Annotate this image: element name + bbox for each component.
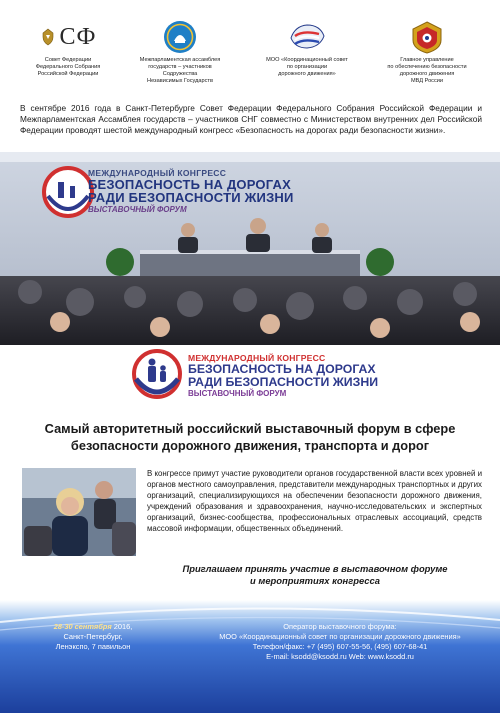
event-dates: 28-30 сентября: [53, 622, 112, 631]
partner-logos: [0, 20, 500, 95]
coordination-council-emblem: [287, 20, 327, 54]
sf-monogram-text: СФ: [59, 23, 97, 50]
event-venue: Ленэкспо, 7 павильон: [55, 642, 131, 651]
org-coordination-council: [252, 20, 362, 78]
congress-logo-line: МЕЖДУНАРОДНЫЙ КОНГРЕСС: [188, 353, 326, 363]
invitation-line: и мероприятиях конгресса: [250, 575, 380, 587]
hall-banner-line: РАДИ БЕЗОПАСНОСТИ ЖИЗНИ: [88, 190, 294, 205]
congress-emblem: [130, 347, 184, 401]
sf-monogram-logo: [40, 24, 97, 51]
org-caption: Межпарламентская ассамблея государств – участников Содружества Независимых Государств: [139, 57, 221, 84]
invitation: [150, 563, 480, 588]
operator-label: Оператор выставочного форума:: [283, 622, 397, 631]
hall-banner-text: [88, 168, 294, 214]
operator-contacts: [200, 622, 480, 662]
org-caption: Главное управление по обеспечению безопасности дорожного движения МВД России: [387, 57, 467, 84]
org-caption: Совет Федерации Федерального Собрания Российской Федерации: [35, 57, 101, 77]
body-paragraph: В конгрессе примут участие руководители органов государственной власти всех уровней и органов местного самоуправления, представители международных транспортных и других организаций, специализирующихся на обеспечении безопасности дорожного движения, учреждений образования и здравоохранения, научно-исследовательских и экспертных организаций, бизнес-сообщества, профессиональных отраслевых ассоциаций, средств массовой информации, общественных объединений.: [147, 469, 482, 533]
conference-hall-photo: [0, 152, 500, 345]
intro-paragraph: В сентябре 2016 года в Санкт-Петербурге Совет Федерации Федерального Собрания Российской Федерации и Межпарламентская Ассамблея государств – участников СНГ совместно с Министерством внутренних дел Российской Федерации проводят шестой международный конгресс «Безопасность на дорогах ради безопасности жизни».: [20, 103, 482, 136]
event-year: 2016,: [111, 622, 133, 631]
hall-banner-line: МЕЖДУНАРОДНЫЙ КОНГРЕСС: [88, 168, 227, 178]
invitation-line: Приглашаем принять участие в выставочном форуме: [182, 563, 448, 574]
event-details: [33, 622, 153, 652]
gibdd-emblem: [410, 20, 444, 54]
cis-assembly-emblem: [163, 20, 197, 54]
org-federation-council: [28, 20, 108, 78]
operator-phone: Телефон/факс: +7 (495) 607-55-56, (495) 607-68-41: [252, 642, 428, 651]
congress-logo-line: ВЫСТАВОЧНЫЙ ФОРУМ: [188, 389, 287, 398]
operator-email-web: E-mail: ksodd@ksodd.ru Web: www.ksodd.ru: [266, 652, 414, 661]
org-caption: МОО «Координационный совет по организации дорожного движения»: [266, 57, 348, 77]
congress-logo: [130, 345, 390, 405]
org-gibdd: [372, 20, 482, 85]
operator-name: МОО «Координационный совет по организации дорожного движения»: [219, 632, 461, 641]
participants-photo: [22, 468, 136, 556]
congress-logo-line: РАДИ БЕЗОПАСНОСТИ ЖИЗНИ: [188, 374, 379, 389]
congress-logo-line: БЕЗОПАСНОСТЬ НА ДОРОГАХ: [188, 362, 376, 376]
hall-banner-line: ВЫСТАВОЧНЫЙ ФОРУМ: [88, 205, 187, 214]
headline: Самый авторитетный российский выставочный форум в сфере безопасности дорожного движения, транспорта и дорог: [44, 421, 456, 453]
hall-banner-line: БЕЗОПАСНОСТЬ НА ДОРОГАХ: [88, 177, 291, 192]
org-cis-assembly: [132, 20, 228, 85]
event-city: Санкт-Петербург,: [63, 632, 123, 641]
